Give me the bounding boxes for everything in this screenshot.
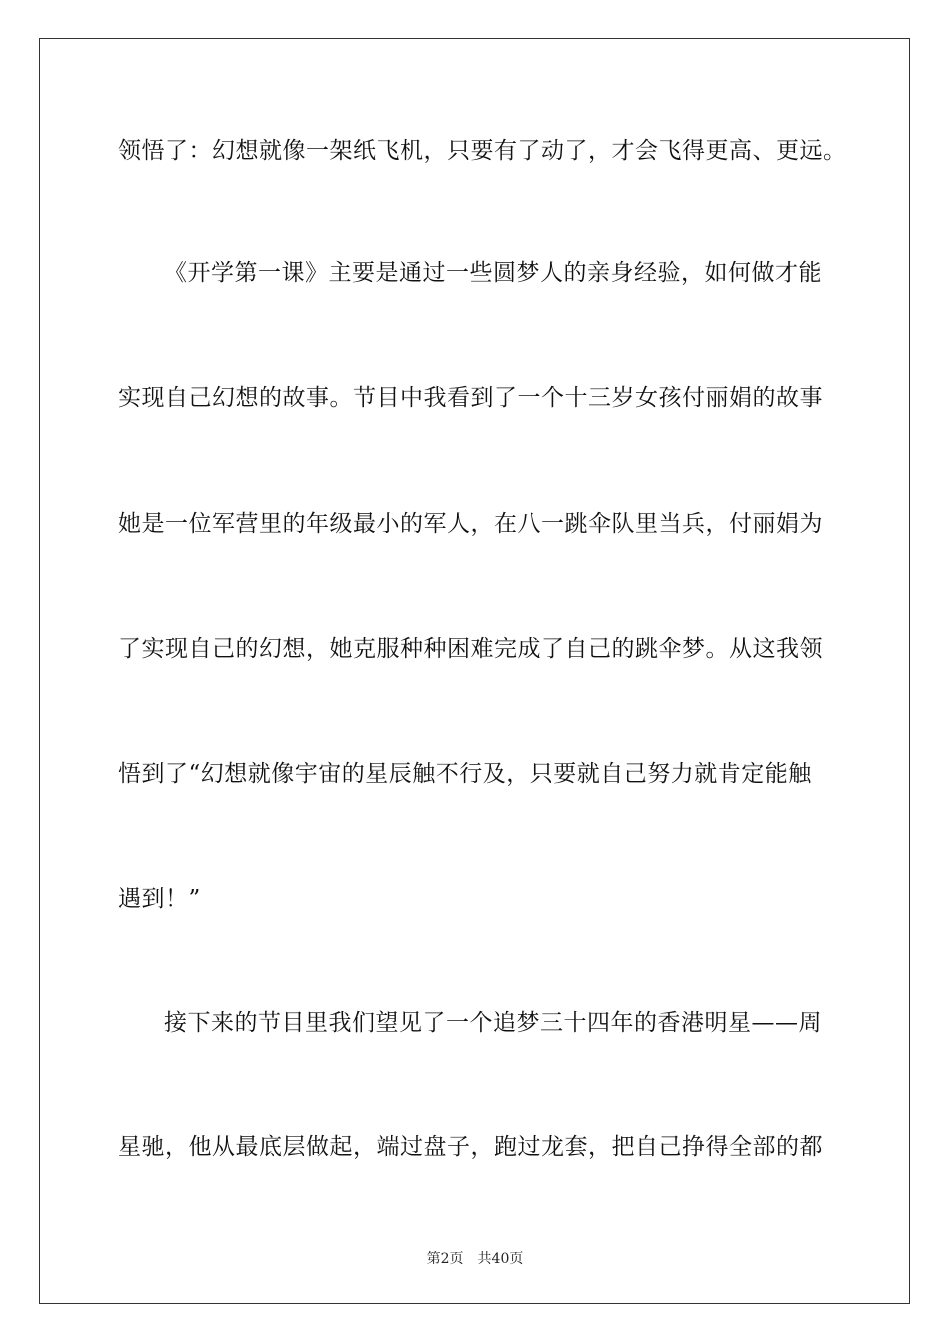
text-line: 星驰，他从最底层做起，端过盘子，跑过龙套，把自己挣得全部的都: [118, 1134, 823, 1160]
text-line: 遇到！”: [118, 886, 201, 912]
page-total: 共40页: [477, 1251, 524, 1267]
text-line: 领悟了：幻想就像一架纸飞机，只要有了动了，才会飞得更高、更远。: [118, 138, 847, 164]
text-line: 她是一位军营里的年级最小的军人，在八一跳伞队里当兵，付丽娟为: [118, 511, 823, 537]
page-border: [39, 38, 910, 1304]
text-line: 实现自己幻想的故事。节目中我看到了一个十三岁女孩付丽娟的故事: [118, 385, 823, 411]
paragraph-start-line: 接下来的节目里我们望见了一个追梦三十四年的香港明星——周: [164, 1010, 822, 1036]
page-footer: [0, 1248, 950, 1268]
paragraph-start-line: 《开学第一课》主要是通过一些圆梦人的亲身经验，如何做才能: [164, 260, 822, 286]
page-number: 第2页: [426, 1251, 464, 1267]
text-line: 悟到了“幻想就像宇宙的星辰触不行及，只要就自己努力就肯定能触: [118, 761, 812, 787]
text-line: 了实现自己的幻想，她克服种种困难完成了自己的跳伞梦。从这我领: [118, 636, 823, 662]
